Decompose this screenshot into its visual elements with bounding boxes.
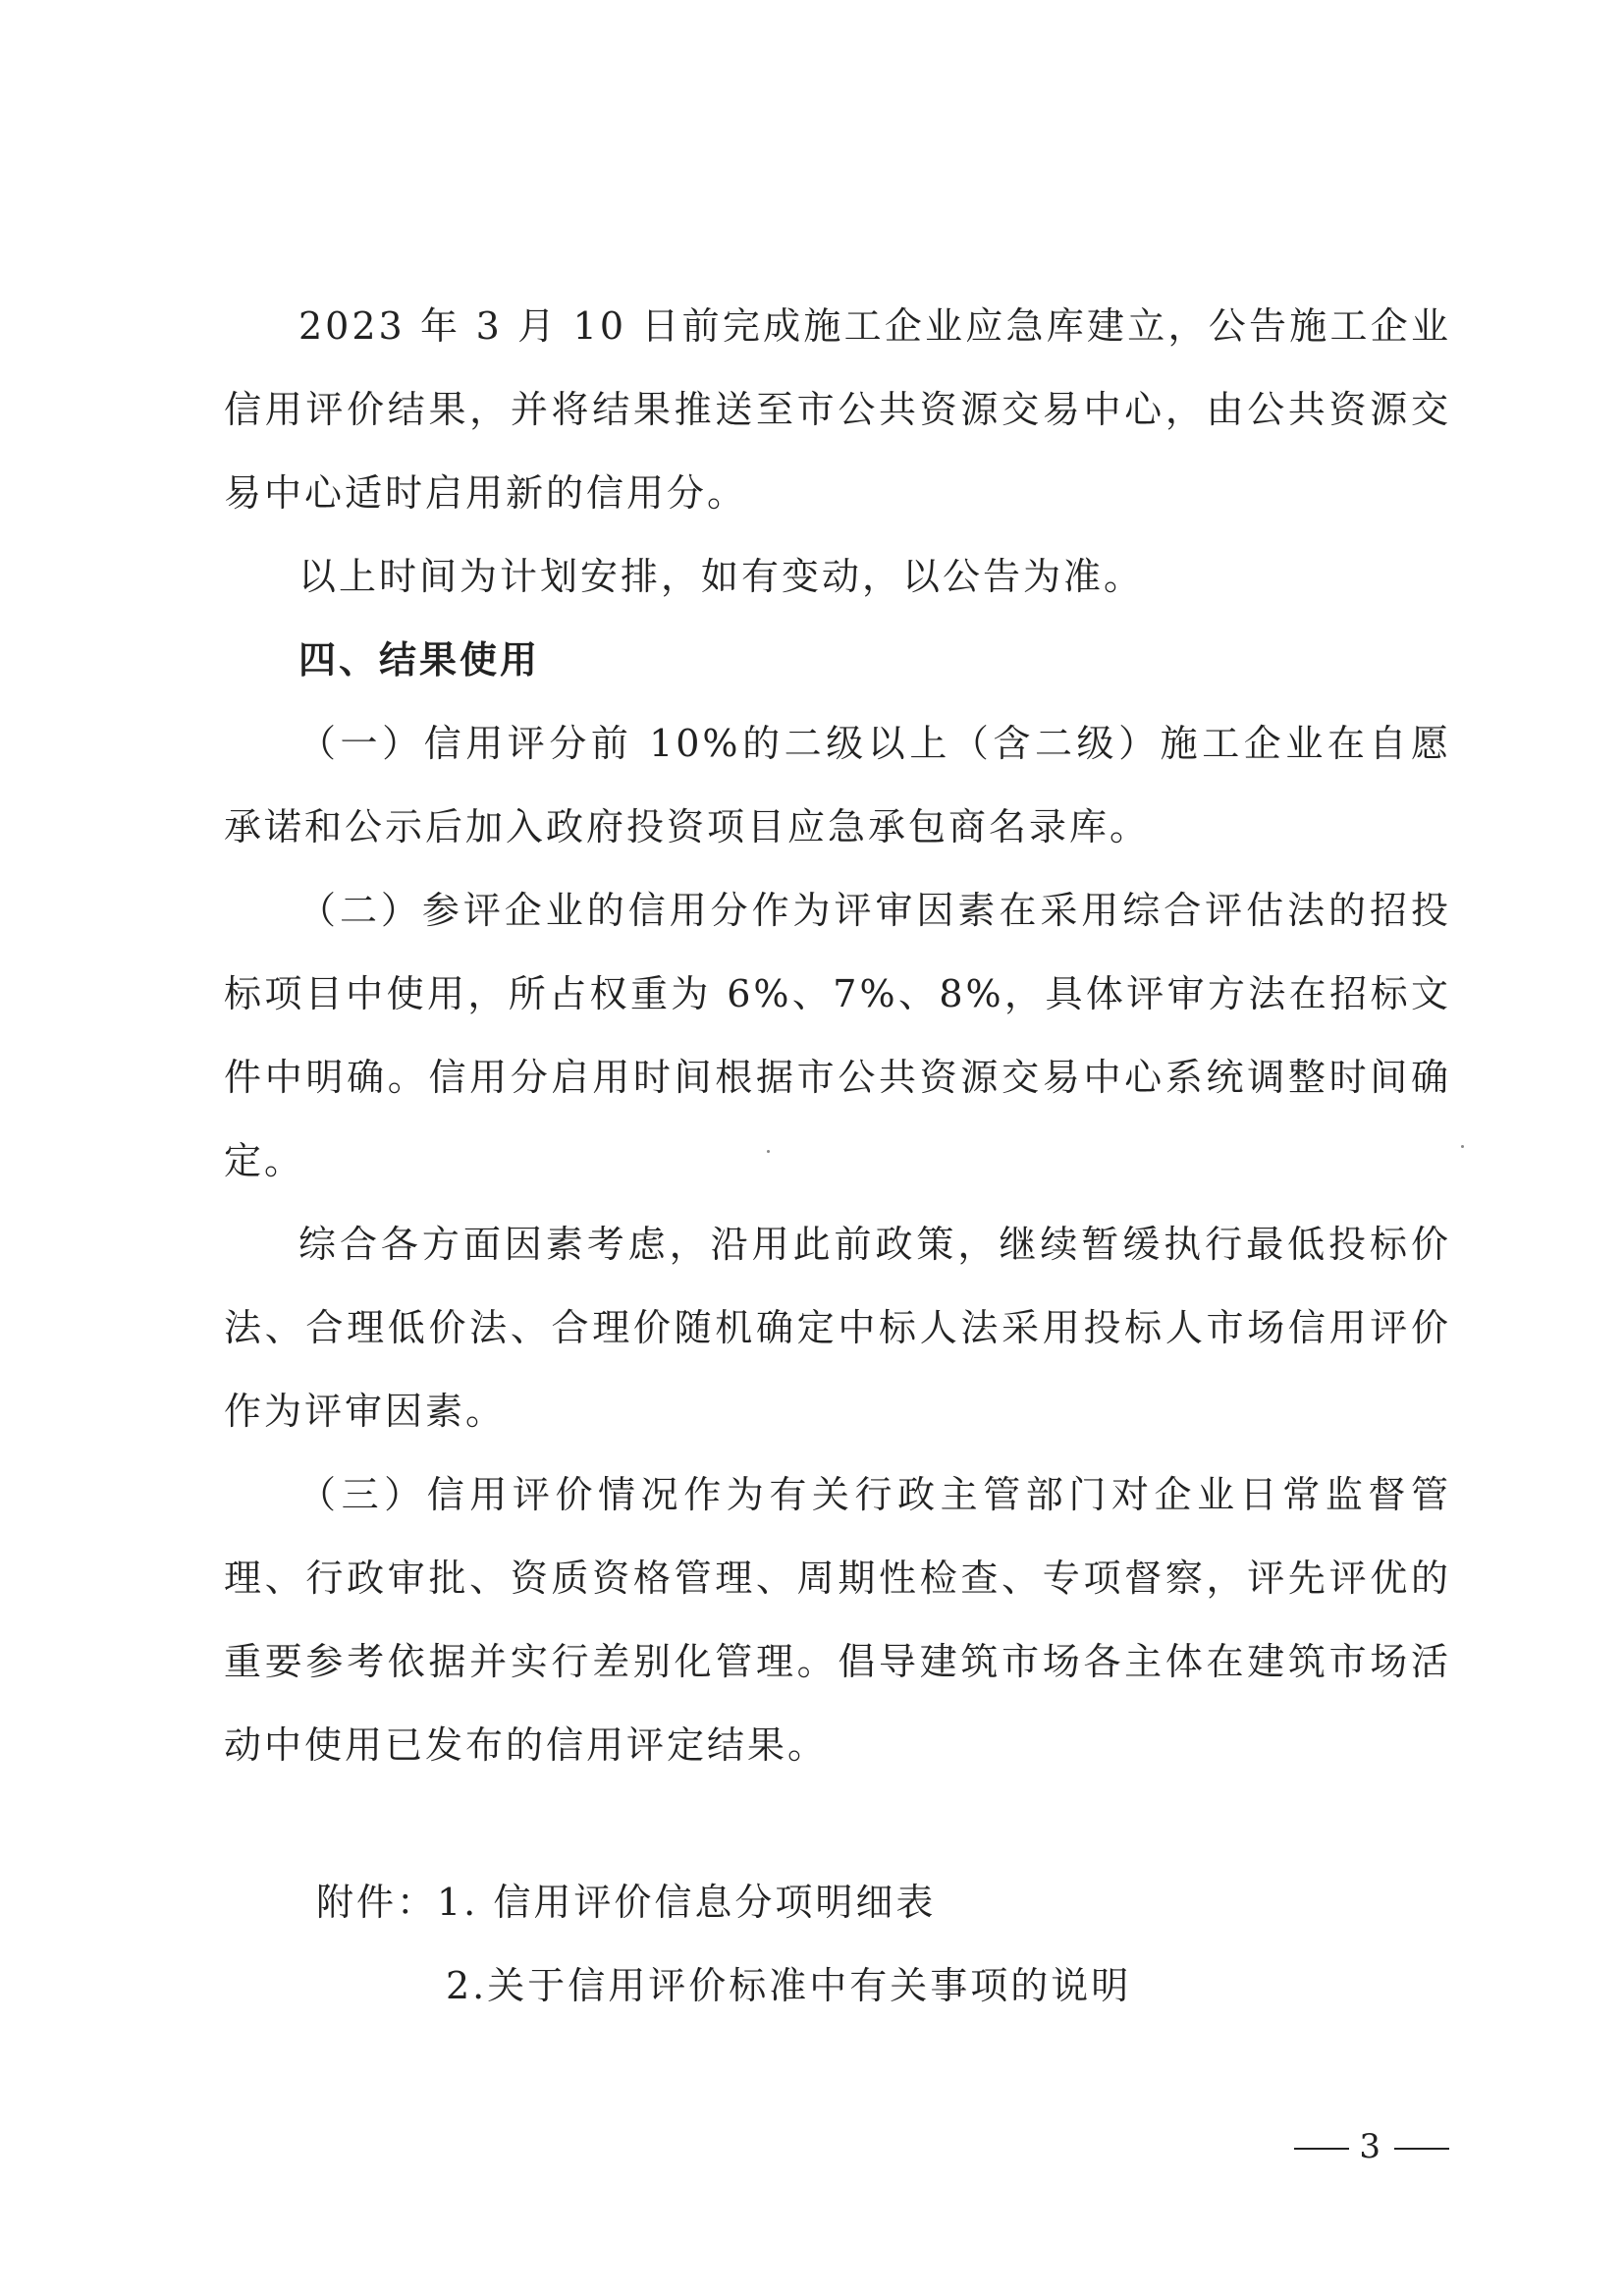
attachment-line-1: 附件：1. 信用评价信息分项明细表 — [316, 1881, 937, 1924]
section-heading-result-use: 四、结果使用 — [298, 638, 541, 682]
paragraph-item-1: （一）信用评分前 10%的二级以上（含二级）施工企业在自愿承诺和公示后加入政府投资项目应急承包商名录库。 — [224, 722, 1451, 848]
paragraph-schedule: 2023 年 3 月 10 日前完成施工企业应急库建立，公告施工企业信用评价结果，并将结果推送至市公共资源交易中心，由公共资源交易中心适时启用新的信用分。 — [224, 304, 1451, 515]
document-body — [224, 285, 1451, 1787]
scan-speck — [1461, 1145, 1464, 1148]
page-number — [1284, 2127, 1459, 2166]
attachment-line-2: 2.关于信用评价标准中有关事项的说明 — [446, 1964, 1132, 2007]
paragraph-schedule-note: 以上时间为计划安排，如有变动，以公告为准。 — [298, 555, 1145, 598]
dash-left-icon — [1294, 2148, 1349, 2150]
dash-right-icon — [1394, 2148, 1449, 2150]
paragraph-item-2: （二）参评企业的信用分作为评审因素在采用综合评估法的招投标项目中使用，所占权重为 6%、7%、8%，具体评审方法在招标文件中明确。信用分启用时间根据市公共资源交易中心系统调整时间确定。 — [224, 889, 1451, 1182]
paragraph-item-3: （三）信用评价情况作为有关行政主管部门对企业日常监督管理、行政审批、资质资格管理、周期性检查、专项督察，评先评优的重要参考依据并实行差别化管理。倡导建筑市场各主体在建筑市场活动中使用已发布的信用评定结果。 — [224, 1473, 1451, 1767]
paragraph-policy-note: 综合各方面因素考虑，沿用此前政策，继续暂缓执行最低投标价法、合理低价法、合理价随机确定中标人法采用投标人市场信用评价作为评审因素。 — [224, 1223, 1451, 1433]
page-number-value: 3 — [1359, 2127, 1384, 2166]
attachments-block — [316, 1861, 1131, 2028]
scan-speck — [767, 1150, 770, 1153]
